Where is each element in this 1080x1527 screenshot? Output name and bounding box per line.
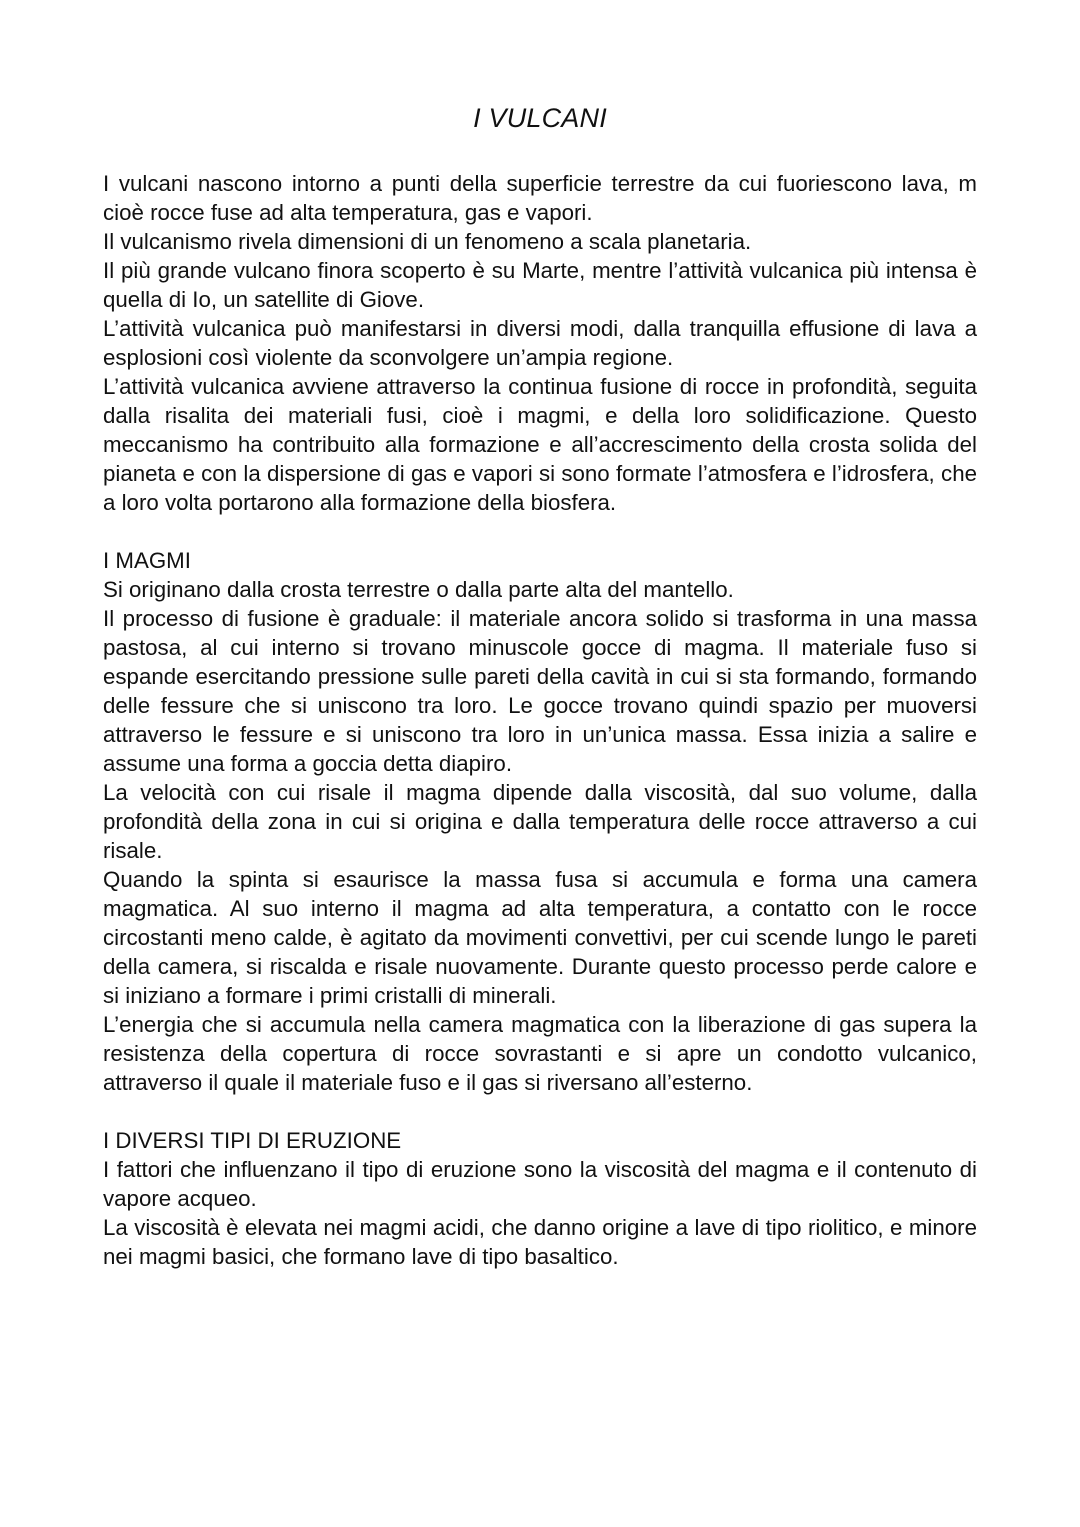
section-heading-eruzioni: I DIVERSI TIPI DI ERUZIONE <box>103 1128 402 1153</box>
section-heading-magmi: I MAGMI <box>103 548 191 573</box>
page-title: I VULCANI <box>473 103 607 133</box>
paragraph: Il processo di fusione è graduale: il materiale ancora solido si trasforma in una massa pastosa, al cui interno si trovano minuscole gocce di magma. Il materiale fuso si espande esercitando pressione sulle pareti della cavità in cui si sta formando, formando delle fessure che si uniscono tra loro. Le gocce trovano quindi spazio per muoversi attraverso le fessure e si uniscono tra loro in un’unica massa. Essa inizia a salire e assume una forma a goccia detta diapiro. <box>103 606 977 776</box>
paragraph: La velocità con cui risale il magma dipende dalla viscosità, dal suo volume, dalla profondità della zona in cui si origina e dalla temperatura delle rocce attraverso a cui risale. <box>103 780 977 863</box>
paragraph: L’attività vulcanica avviene attraverso la continua fusione di rocce in profondità, seguita dalla risalita dei materiali fusi, cioè i magmi, e della loro solidificazione. Questo meccanismo ha contribuito alla formazione e all’accrescimento della crosta solida del pianeta e con la dispersione di gas e vapori si sono formate l’atmosfera e l’idrosfera, che a loro volta portarono alla formazione della biosfera. <box>103 374 977 515</box>
paragraph: I vulcani nascono intorno a punti della superficie terrestre da cui fuoriescono lava, m cioè rocce fuse ad alta temperatura, gas e vapori. <box>103 171 977 225</box>
paragraph: L’energia che si accumula nella camera magmatica con la liberazione di gas supera la resistenza della copertura di rocce sovrastanti e si apre un condotto vulcanico, attraverso il quale il materiale fuso e il gas si riversano all’esterno. <box>103 1012 977 1095</box>
eruzioni-section <box>103 1126 977 1271</box>
document-body <box>103 169 977 1271</box>
paragraph: Si originano dalla crosta terrestre o dalla parte alta del mantello. <box>103 577 734 602</box>
paragraph: L’attività vulcanica può manifestarsi in diversi modi, dalla tranquilla effusione di lava a esplosioni così violente da sconvolgere un’ampia regione. <box>103 316 977 370</box>
paragraph: Il più grande vulcano finora scoperto è su Marte, mentre l’attività vulcanica più intensa è quella di Io, un satellite di Giove. <box>103 258 977 312</box>
magmi-section <box>103 546 977 1097</box>
paragraph: Il vulcanismo rivela dimensioni di un fenomeno a scala planetaria. <box>103 229 752 254</box>
paragraph: I fattori che influenzano il tipo di eruzione sono la viscosità del magma e il contenuto di vapore acqueo. <box>103 1157 977 1211</box>
paragraph: Quando la spinta si esaurisce la massa fusa si accumula e forma una camera magmatica. Al suo interno il magma ad alta temperatura, a contatto con le rocce circostanti meno calde, è agitato da movimenti convettivi, per cui scende lungo le pareti della camera, si riscalda e risale nuovamente. Durante questo processo perde calore e si iniziano a formare i primi cristalli di minerali. <box>103 867 977 1008</box>
paragraph: La viscosità è elevata nei magmi acidi, che danno origine a lave di tipo riolitico, e minore nei magmi basici, che formano lave di tipo basaltico. <box>103 1215 977 1269</box>
intro-section <box>103 169 977 517</box>
